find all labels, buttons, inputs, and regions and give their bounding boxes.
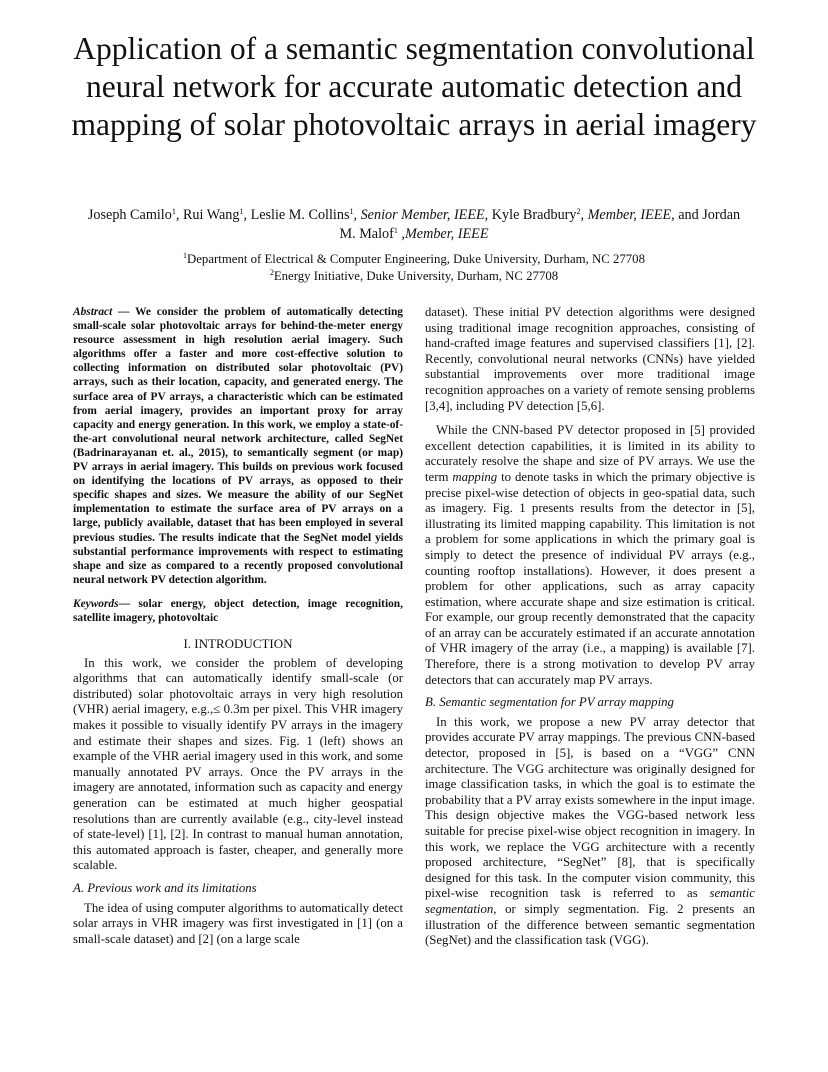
affiliation-marker: 1 xyxy=(171,207,176,216)
subsection-heading: B. Semantic segmentation for PV array mapping xyxy=(425,695,674,710)
paragraph: In this work, we propose a new PV array detector that provides accurate PV array mappings. The previous CNN-based detector, proposed in [5], is based on a “VGG” CNN architecture. The VGG architecture was originally designed for image classification tasks, in which the goal is to estimate the probability that a PV array exists somewhere in the input image. This design objective makes the VGG-based network less suitable for precise pixel-wise object recognition in imagery. In this work, we replace the VGG architecture with a recently proposed architecture, “SegNet” [8], that is specifically designed for this task. In the computer vision community, this pixel-wise recognition task is referred to as semantic segmentation, or simply segmentation. Fig. 2 presents an illustration of the difference between semantic segmentation (SegNet) and the classification task (VGG). xyxy=(425,714,755,948)
paragraph: While the CNN-based PV detector proposed in [5] provided excellent detection capabilities, it is limited in its ability to accurately resolve the shape and size of PV arrays. We use the term mapping to denote tasks in which the primary objective is precise pixel-wise detection of objects in geo-spatial data, such as imagery. Fig. 1 presents results from the detector in [5], illustrating its limited mapping capability. This limitation is not a problem for some applications in which the primary goal is simply to detect the presence of individual PV arrays (e.g., counting rooftop installations). However, it does present a problem for other applications, such as array capacity estimation, where accurate shape and size estimation is critical. For example, our group recently demonstrated that the capacity of an array can be accurately estimated if an accurate annotation of VHR imagery of the array (i.e., a mapping) is available [7]. Therefore, there is a strong motivation to develop PV array detectors that can accurately map PV arrays. xyxy=(425,423,755,687)
keywords-text: — solar energy, object detection, image recognition, satellite imagery, photovoltaic xyxy=(73,597,403,624)
affiliation-2: $^2$Energy Initiative, Duke University, Durham, NC 27708 xyxy=(269,267,559,283)
author-role: Member, IEEE, xyxy=(587,207,675,223)
affiliations xyxy=(80,251,748,284)
author-name: Joseph Camilo xyxy=(87,207,172,223)
paragraph-continued: dataset). These initial PV detection algorithms were designed using traditional image recognition approaches, consisting of hand-crafted image features and supervised classifiers [1], [2]. Recently, convolutional neural networks (CNNs) have yielded substantial improvements over more traditional image recognition approaches on a variety of remote sensing problems [3,4], including PV detection [5,6]. xyxy=(425,305,755,413)
abstract: Abstract — We consider the problem of automatically detecting small-scale solar photovoltaic arrays for behind-the-meter energy resource assessment in high resolution aerial imagery. Such algorithms offer a faster and more cost-effective solution to collecting information on distributed solar photovoltaic (PV) arrays, such as their location, capacity, and generated energy. The surface area of PV arrays, a characteristic which can be estimated from aerial imagery, provides an important proxy for array capacity and energy generation. In this work, we employ a state-of-the-art convolutional neural network architecture, called SegNet (Badrinarayanan et. al., 2015), to semantically segment (or map) PV arrays in aerial imagery. This builds on previous work focused on identifying the locations of PV arrays, as opposed to their specific shapes and sizes. We measure the ability of our SegNet implementation to estimate the surface area of PV arrays on a large, publicly available, dataset that has been employed in several previous studies. The results indicate that the SegNet model yields substantial performance improvements with respect to estimating shape and size as compared to a recently proposed convolutional neural network PV detection algorithm. xyxy=(73,306,403,586)
author-list: Joseph Camilo$^1$, Rui Wang$^1$, Leslie M. Collins$^1$, Senior Member, IEEE, Kyle Bradbury$^2$, Member, IEEE, and Jordan M. Malof$^1$ ,Member, IEEE xyxy=(87,207,741,242)
author-name: Rui Wang xyxy=(182,207,240,223)
left-column xyxy=(73,305,403,947)
author-name: Kyle Bradbury xyxy=(491,207,577,223)
affiliation-marker: 1 xyxy=(393,226,398,235)
affiliation-marker: 2 xyxy=(576,207,581,216)
keywords xyxy=(73,597,403,625)
abstract-label: Abstract xyxy=(73,306,113,318)
affiliation-marker: 2 xyxy=(269,267,274,277)
paragraph: In this work, we consider the problem of developing algorithms that can automatically identify small-scale (or distributed) solar photovoltaic arrays in very high resolution (VHR) aerial imagery, e.g.,≤ 0.3m per pixel. This VHR imagery makes it possible to visually identify PV arrays in the imagery and estimate their shapes and sizes. Fig. 1 (left) shows an example of the VHR aerial imagery used in this work, and some manually annotated PV arrays. Once the PV arrays in the imagery are annotated, information such as capacity and energy generation can be estimated at much higher geospatial resolutions than are currently available (e.g., city-level instead of state-level) [1], [2]. In contrast to manual human annotation, this automated approach is faster, cheaper, and generally more scalable. xyxy=(73,655,403,873)
keywords-label: Keywords xyxy=(73,597,119,610)
affiliation-marker: 1 xyxy=(349,207,354,216)
author-conjunction: and xyxy=(678,207,699,223)
affiliation-marker: 1 xyxy=(239,207,244,216)
author-name: Leslie M. Collins xyxy=(250,207,350,223)
affiliation-1: $^1$Department of Electrical & Computer Engineering, Duke University, Durham, NC 27708 xyxy=(183,251,645,266)
paragraph: The idea of using computer algorithms to automatically detect solar arrays in VHR imagery was first investigated in [1] (on a small-scale dataset) and [2] (on a large scale xyxy=(73,900,403,946)
abstract-text: We consider the problem of automatically detecting small-scale solar photovoltaic arrays for behind-the-meter energy resource assessment in high resolution aerial imagery. Such algorithms offer a faster and more cost-effective solution to collecting information on distributed solar photovoltaic (PV) arrays, such as their location, capacity, and generated energy. The surface area of PV arrays, a characteristic which can be estimated from aerial imagery, provides an important proxy for array capacity and energy generation. In this work, we employ a state-of-the-art convolutional neural network architecture, called SegNet (Badrinarayanan et. al., 2015), to semantically segment (or map) PV arrays in aerial imagery. This builds on previous work focused on identifying the locations of PV arrays, as opposed to their specific shapes and sizes. We measure the ability of our SegNet implementation to estimate the surface area of PV arrays on a large, publicly available, dataset that has been employed in several previous studies. The results indicate that the SegNet model yields substantial performance improvements with respect to estimating shape and size as compared to a recently proposed convolutional neural network PV detection algorithm. xyxy=(73,306,403,586)
author-role: ,Member, IEEE xyxy=(401,226,489,242)
section-heading: I. INTRODUCTION xyxy=(183,636,293,652)
author-name: Jordan M. Malof xyxy=(339,207,741,242)
right-column xyxy=(425,305,755,949)
author-role: Senior Member, IEEE, xyxy=(360,207,489,223)
subsection-heading: A. Previous work and its limitations xyxy=(73,880,257,895)
affiliation-marker: 1 xyxy=(183,251,188,260)
paper-title: Application of a semantic segmentation convolutional neural network for accurate automatic detection and mapping of solar photovoltaic arrays in aerial imagery xyxy=(71,31,757,142)
